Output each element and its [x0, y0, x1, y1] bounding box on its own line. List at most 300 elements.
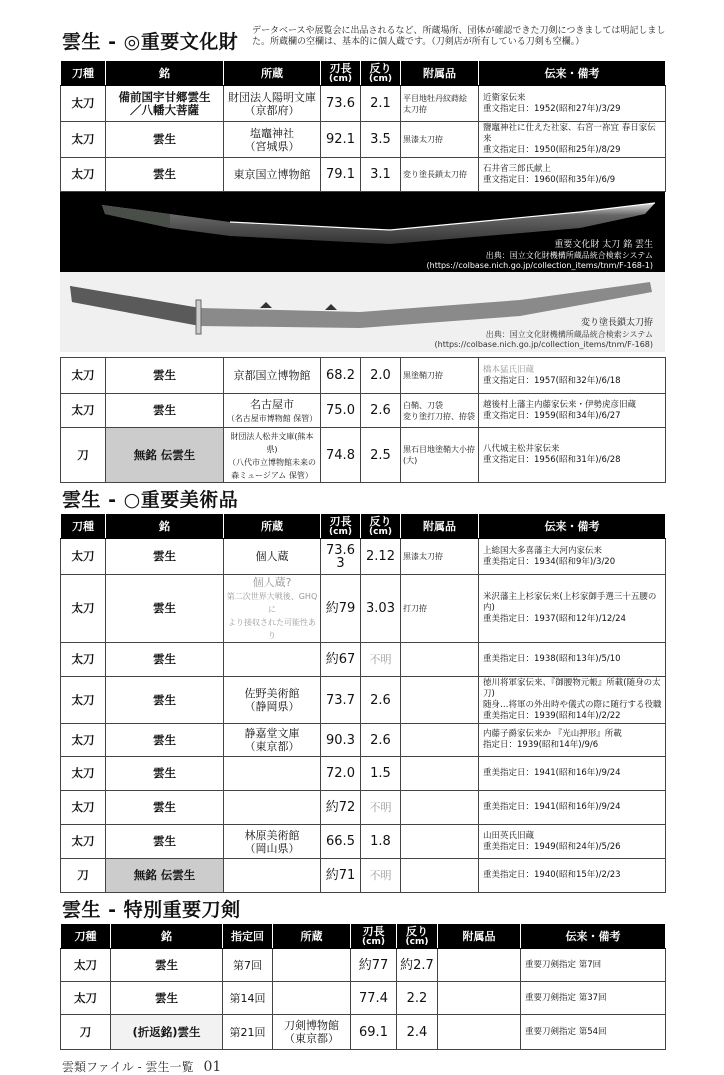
mei-text: 雲生: [153, 132, 176, 146]
table-row: [61, 394, 666, 428]
len-text: 約71: [325, 868, 356, 883]
cell-den: [521, 982, 666, 1015]
cell-den: [479, 575, 666, 643]
provenance-text: 重要刀剣指定 第54回: [525, 1026, 607, 1037]
type-text: 太刀: [71, 800, 95, 814]
mei-text: 雲生: [153, 800, 176, 814]
cell-mei: [111, 982, 223, 1015]
cell-acc: [401, 757, 479, 791]
mei-text: 雲生: [153, 652, 176, 666]
sori-text: 3.5: [370, 132, 391, 147]
table-row: [61, 575, 666, 643]
cell-acc: [438, 1015, 521, 1050]
len-text: 92.1: [326, 132, 355, 147]
cell-loc: [224, 825, 321, 859]
cell-den: [479, 86, 666, 122]
round-text: 第14回: [229, 991, 266, 1005]
sori-text: 1.8: [370, 834, 391, 849]
cell-type: [61, 575, 106, 643]
cell-loc: [224, 158, 321, 192]
len-text: 74.8: [326, 447, 355, 463]
column-header-label: 刀種: [72, 66, 94, 80]
column-header: [224, 514, 321, 539]
type-text: 太刀: [71, 766, 95, 780]
blade-url: (https://colbase.nich.go.jp/collection_items/tnm/F-168-1): [426, 261, 653, 270]
table-row: [61, 949, 666, 982]
cell-sori: [361, 643, 401, 677]
len-text: 66.5: [326, 834, 355, 849]
type-text: 太刀: [71, 403, 95, 417]
cell-mei: [106, 428, 224, 483]
cell-loc: [224, 757, 321, 791]
section-title-juyo-bijutsuhin: 雲生 - ○重要美術品: [62, 489, 239, 511]
cell-loc: [224, 724, 321, 757]
provenance-text: 越後村上藩主内藤家伝来・伊勢虎彦旧蔵 重文指定日：1959(昭和34年)/6/27: [483, 399, 637, 421]
cell-len: [321, 122, 361, 158]
table-row: [61, 724, 666, 757]
cell-loc: [273, 982, 351, 1015]
mei-text: 雲生: [153, 766, 176, 780]
provenance-text: 内藤子爵家伝来か 『光山押形』所載 指定日：1939(昭和14年)/9/6: [483, 729, 622, 750]
provenance-text: 近衛家伝来 重文指定日：1952(昭和27年)/3/29: [483, 92, 621, 114]
page-number: 01: [203, 1059, 222, 1075]
cell-len: [321, 394, 361, 428]
sori-unknown: 不明: [369, 801, 392, 814]
cell-mei: [106, 158, 224, 192]
round-text: 第21回: [229, 1025, 266, 1039]
mei-text: 雲生: [155, 957, 178, 972]
cell-sori: [361, 122, 401, 158]
table-row: [61, 1015, 666, 1050]
location-text: 林原美術館 （岡山県）: [244, 828, 300, 855]
column-header-label: 附属品: [423, 519, 456, 533]
cell-len: [321, 539, 361, 575]
len-text: 79.1: [326, 167, 355, 182]
cell-mei: [106, 677, 224, 724]
cell-type: [61, 1015, 111, 1050]
cell-mei: [106, 757, 224, 791]
mei-text: 雲生: [153, 601, 176, 615]
cell-type: [61, 825, 106, 859]
cell-sori: [361, 158, 401, 192]
cell-len: [321, 86, 361, 122]
len-text: 約72: [325, 800, 356, 815]
cell-acc: [401, 724, 479, 757]
cell-sori: [361, 394, 401, 428]
column-header: [397, 924, 438, 949]
column-header-label: 反り: [406, 925, 428, 938]
acc-text: 変り塗長鎖太刀拵: [403, 170, 467, 179]
note-text: データベースや展覧会に出品されるなど、所蔵場所、団体が確認できた刀剣につきましては明記しました。所蔵欄の空欄は、基本的に個人蔵です。（刀剣店が所有している刀剣も空欄。）: [252, 26, 666, 47]
column-header: [106, 514, 224, 539]
cell-type: [61, 982, 111, 1015]
cell-type: [61, 757, 106, 791]
mei-text: 無銘 伝雲生: [133, 868, 196, 882]
provenance-text: 山田英氏旧蔵 重美指定日：1949(昭和24年)/5/26: [483, 830, 621, 852]
provenance-text: 重美指定日：1941(昭和16年)/9/24: [483, 768, 621, 778]
column-header-label: 刀種: [74, 929, 97, 943]
column-header-label: 指定回: [231, 929, 264, 943]
section-title-tokubetsu-juyo: 雲生 - 特別重要刀剣: [62, 899, 241, 921]
cell-sori: [397, 982, 438, 1015]
cell-acc: [401, 825, 479, 859]
blade-source: 出典：国立文化財機構所蔵品統合検索システム: [485, 251, 653, 260]
sori-text: 2.0: [370, 368, 391, 383]
cell-den: [479, 859, 666, 893]
cell-len: [321, 358, 361, 394]
table-row: [61, 825, 666, 859]
column-header-label: 刃長: [329, 62, 352, 75]
cell-sori: [361, 539, 401, 575]
type-text: 刀: [77, 447, 89, 462]
cell-loc: [224, 86, 321, 122]
column-header: [321, 514, 361, 539]
cell-type: [61, 428, 106, 483]
cell-den: [479, 122, 666, 158]
acc-text: 打刀拵: [403, 604, 427, 613]
cell-type: [61, 949, 111, 982]
sori-text: 2.6: [370, 403, 391, 418]
mei-text: 雲生: [155, 990, 178, 1005]
column-header: [351, 924, 397, 949]
column-header-label: 刃長: [329, 515, 352, 528]
cell-mei: [106, 859, 224, 893]
type-text: 太刀: [74, 990, 97, 1005]
cell-mei: [106, 724, 224, 757]
cell-type: [61, 86, 106, 122]
cell-sori: [397, 1015, 438, 1050]
column-header-label: 所蔵: [261, 66, 283, 80]
provenance-text: 米沢藩主上杉家伝来(上杉家御手選三十五腰の内) 重美指定日：1937(昭和12年)/12/24: [483, 592, 657, 624]
mei-text: 雲生: [153, 368, 176, 382]
cell-acc: [401, 859, 479, 893]
location-note: 財団法人松井文庫(熊本県) （八代市立博物館未来の 森ミュージアム 保管）: [228, 432, 316, 480]
header-row: [61, 924, 666, 949]
len-text: 69.1: [359, 1024, 388, 1040]
cell-round: [223, 949, 273, 982]
unit-label: (cm): [405, 937, 429, 947]
type-text: 太刀: [71, 368, 95, 382]
acc-text: 黒漆太刀拵: [403, 552, 443, 561]
location-text: 個人蔵?: [252, 576, 292, 589]
koshirae-image: [60, 272, 665, 352]
column-header: [224, 61, 321, 86]
cell-acc: [401, 428, 479, 483]
cell-acc: [401, 122, 479, 158]
column-header-label: 伝来・備考: [544, 519, 600, 533]
column-header: [61, 514, 106, 539]
cell-mei: [106, 575, 224, 643]
cell-loc: [224, 859, 321, 893]
sori-unknown: 不明: [369, 869, 392, 882]
header-row: [61, 514, 666, 539]
table-row: [61, 982, 666, 1015]
provenance-text: 重美指定日：1941(昭和16年)/9/24: [483, 802, 621, 812]
blade-caption: 重要文化財 太刀 銘 雲生: [554, 240, 653, 250]
cell-sori: [361, 757, 401, 791]
column-header: [401, 514, 479, 539]
mei-text: 雲生: [153, 403, 176, 417]
provenance-text: 重美指定日：1938(昭和13年)/5/10: [483, 654, 621, 664]
cell-type: [61, 791, 106, 825]
table-row: [61, 643, 666, 677]
page-header: [60, 26, 665, 60]
cell-loc: [224, 394, 321, 428]
header-row: [61, 61, 666, 86]
column-header-label: 附属品: [462, 929, 496, 943]
table-row: [61, 86, 666, 122]
cell-type: [61, 158, 106, 192]
sori-text: 3.1: [370, 167, 391, 182]
cell-mei: [106, 791, 224, 825]
cell-round: [223, 982, 273, 1015]
cell-len: [321, 643, 361, 677]
cell-loc: [224, 677, 321, 724]
cell-type: [61, 677, 106, 724]
table-row: [61, 539, 666, 575]
cell-mei: [106, 643, 224, 677]
cell-len: [321, 428, 361, 483]
acc-text: 黒塗鞘刀拵: [403, 371, 443, 380]
cell-mei: [111, 949, 223, 982]
cell-type: [61, 539, 106, 575]
location-text: 名古屋市: [250, 397, 294, 411]
cell-den: [521, 1015, 666, 1050]
location-text: 東京国立博物館: [233, 168, 311, 181]
cell-loc: [273, 949, 351, 982]
column-header: [521, 924, 666, 949]
table-row: [61, 757, 666, 791]
cell-loc: [224, 428, 321, 483]
column-header-label: 所蔵: [300, 929, 323, 943]
provenance-text: 重文指定日：1957(昭和32年)/6/18: [483, 375, 621, 386]
sori-text: 2.6: [370, 732, 391, 748]
cell-sori: [361, 825, 401, 859]
cell-sori: [397, 949, 438, 982]
cell-loc: [224, 575, 321, 643]
mei-text: 雲生: [153, 167, 176, 181]
type-text: 太刀: [74, 957, 97, 972]
acc-text: 黒漆太刀拵: [403, 135, 443, 144]
unit-label: (cm): [369, 527, 392, 537]
cell-den: [479, 757, 666, 791]
cell-len: [321, 859, 361, 893]
location-text: 刀剣博物館 （東京都）: [284, 1019, 339, 1045]
type-text: 太刀: [71, 601, 95, 615]
location-text: 個人蔵: [255, 550, 289, 563]
round-text: 第7回: [233, 958, 262, 972]
cell-loc: [224, 643, 321, 677]
cell-sori: [361, 791, 401, 825]
column-header: [61, 61, 106, 86]
unit-label: (cm): [369, 74, 392, 84]
sori-text: 2.1: [370, 96, 391, 111]
provenance-text: 徳川将軍家伝来、『御腰物元帳』所載(随身の太刀) 随身…将軍の外出時や儀式の際に随行する役職 重美指定日：1939(昭和14年)/2/22: [483, 678, 662, 721]
table-tokubetsu-juyo: [60, 923, 666, 1050]
provenance-text: 八代城主松井家伝来 重文指定日：1956(昭和31年)/6/28: [483, 444, 621, 465]
provenance-note: 橋本猛氏旧蔵: [483, 364, 535, 375]
type-text: 太刀: [71, 652, 95, 666]
cell-den: [479, 539, 666, 575]
cell-den: [479, 677, 666, 724]
location-text: 佐野美術館 （静岡県）: [244, 687, 300, 713]
table-row: [61, 677, 666, 724]
cell-sori: [361, 86, 401, 122]
cell-loc: [224, 358, 321, 394]
cell-len: [321, 724, 361, 757]
cell-sori: [361, 677, 401, 724]
cell-den: [479, 158, 666, 192]
cell-len: [351, 949, 397, 982]
acc-text: 黒石目地塗鞘大小拵 (大): [403, 445, 475, 465]
column-header-label: 銘: [159, 519, 170, 533]
location-text: 京都国立博物館: [233, 369, 311, 382]
provenance-text: 重要刀剣指定 第37回: [525, 992, 607, 1003]
column-header: [273, 924, 351, 949]
cell-acc: [401, 643, 479, 677]
len-text: 68.2: [326, 368, 355, 383]
mei-text: 雲生: [153, 692, 176, 707]
cell-len: [351, 1015, 397, 1050]
len-text: 75.0: [326, 403, 355, 418]
location-text: 塩竈神社 （宮城県）: [244, 126, 300, 153]
blade-image: [60, 192, 665, 272]
cell-den: [479, 724, 666, 757]
type-text: 太刀: [71, 732, 95, 747]
mei-text: (折返銘)雲生: [132, 1024, 201, 1039]
cell-len: [321, 575, 361, 643]
column-header: [106, 61, 224, 86]
sori-text: 2.2: [406, 990, 428, 1006]
cell-den: [479, 428, 666, 483]
cell-mei: [106, 394, 224, 428]
mei-text: 雲生: [153, 549, 176, 563]
footer-text: 雲類ファイル - 雲生一覧: [62, 1060, 194, 1074]
column-header: [479, 61, 666, 86]
cell-den: [479, 394, 666, 428]
cell-acc: [401, 394, 479, 428]
provenance-text: 鹽竈神社に仕えた社家、右宮一祢宜 春日家伝来 重文指定日：1950(昭和25年)/8/29: [483, 123, 656, 155]
column-header: [361, 61, 401, 86]
type-text: 太刀: [71, 96, 95, 110]
column-header-label: 刀種: [72, 519, 94, 533]
cell-type: [61, 724, 106, 757]
provenance-text: 石井省三郎氏献上 重文指定日：1960(昭和35年)/6/9: [483, 163, 616, 185]
section-title-juyo-bunkazai: 雲生 - ◎重要文化財: [62, 31, 239, 53]
cell-den: [479, 825, 666, 859]
len-text: 77.4: [359, 990, 388, 1006]
column-header: [223, 924, 273, 949]
sori-text: 2.12: [366, 549, 395, 564]
cell-loc: [273, 1015, 351, 1050]
cell-acc: [401, 539, 479, 575]
column-header: [438, 924, 521, 949]
mei-text: 雲生: [153, 834, 176, 848]
cell-mei: [111, 1015, 223, 1050]
acc-text: 白鞘、刀袋 変り塗打刀拵、拵袋: [403, 400, 475, 421]
koshirae-caption: 変り塗長鎖太刀拵: [580, 318, 653, 328]
cell-loc: [224, 539, 321, 575]
sori-text: 約2.7: [400, 957, 434, 973]
cell-len: [321, 825, 361, 859]
column-header-label: 伝来・備考: [544, 66, 600, 80]
table-row: [61, 428, 666, 483]
cell-sori: [361, 859, 401, 893]
acc-text: 平目地牡丹紋蒔絵 太刀拵: [403, 93, 467, 114]
column-header-label: 反り: [369, 62, 392, 75]
cell-den: [479, 358, 666, 394]
type-text: 太刀: [71, 692, 95, 707]
provenance-text: 上総国大多喜藩主大河内家伝来 重美指定日：1934(昭和9年)/3/20: [483, 545, 616, 567]
footer: [62, 1058, 665, 1075]
len-text: 約67: [325, 652, 356, 667]
len-text: 73.63: [326, 542, 355, 571]
page: [60, 0, 665, 1075]
location-note: （名古屋市博物館 保管）: [226, 413, 318, 423]
type-text: 太刀: [71, 167, 95, 181]
cell-mei: [106, 358, 224, 394]
cell-loc: [224, 791, 321, 825]
table-juyo-bunkazai-continued: [60, 357, 666, 483]
cell-mei: [106, 122, 224, 158]
table-row: [61, 859, 666, 893]
len-text: 約79: [325, 601, 356, 616]
type-text: 太刀: [71, 549, 95, 563]
unit-label: (cm): [362, 937, 385, 947]
column-header-label: 銘: [159, 66, 170, 80]
column-header: [111, 924, 223, 949]
len-text: 72.0: [326, 766, 355, 781]
cell-type: [61, 859, 106, 893]
cell-acc: [438, 949, 521, 982]
sori-unknown: 不明: [369, 653, 392, 666]
cell-type: [61, 643, 106, 677]
column-header-label: 所蔵: [261, 519, 283, 533]
sori-text: 1.5: [370, 766, 391, 781]
cell-acc: [401, 158, 479, 192]
column-header-label: 附属品: [423, 66, 456, 80]
len-text: 73.7: [326, 692, 355, 708]
sori-text: 2.6: [370, 692, 391, 708]
table-juyo-bijutsuhin: [60, 513, 666, 893]
type-text: 刀: [79, 1024, 92, 1039]
table-row: [61, 791, 666, 825]
cell-acc: [401, 358, 479, 394]
cell-sori: [361, 428, 401, 483]
cell-acc: [401, 575, 479, 643]
provenance-text: 重要刀剣指定 第7回: [525, 959, 602, 970]
table-row: [61, 158, 666, 192]
sori-text: 2.5: [370, 447, 391, 463]
mei-text: 備前国宇甘郷雲生 ／八幡大菩薩: [118, 89, 211, 117]
column-header-label: 銘: [161, 929, 172, 943]
cell-len: [321, 677, 361, 724]
column-header: [321, 61, 361, 86]
len-text: 約77: [358, 957, 389, 973]
cell-mei: [106, 86, 224, 122]
cell-loc: [224, 122, 321, 158]
cell-len: [321, 757, 361, 791]
column-header: [479, 514, 666, 539]
provenance-text: 重美指定日：1940(昭和15年)/2/23: [483, 870, 621, 880]
location-text: 静嘉堂文庫 （東京都）: [244, 727, 300, 753]
unit-label: (cm): [329, 527, 352, 537]
location-note: 第二次世界大戦後、GHQに より接収された可能性あり: [226, 592, 318, 640]
cell-den: [479, 791, 666, 825]
cell-mei: [106, 539, 224, 575]
cell-len: [321, 791, 361, 825]
koshirae-source: 出典：国立文化財機構所蔵品統合検索システム: [485, 330, 653, 339]
